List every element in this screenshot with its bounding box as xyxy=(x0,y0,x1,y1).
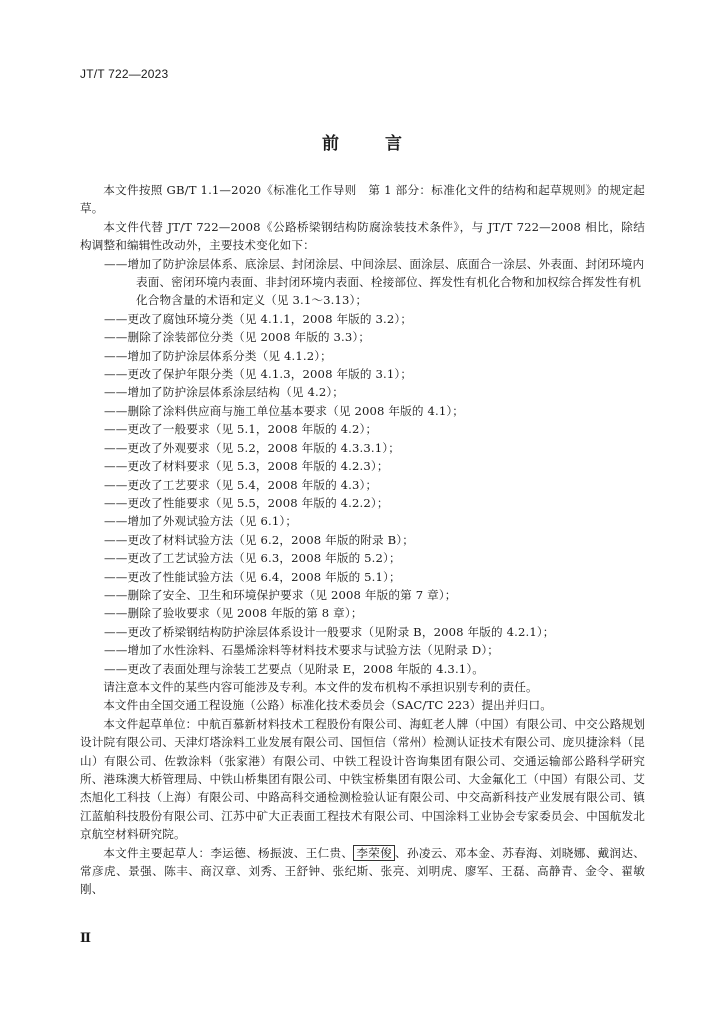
change-item: ——增加了水性涂料、石墨烯涂料等材料技术要求与试验方法（见附录 D）； xyxy=(104,643,500,658)
intro-paragraph-2: 本文件代替 JT/T 722—2008《公路桥梁钢结构防腐涂装技术条件》，与 JT/T 722—2008 相比，除结构调整和编辑性改动外，主要技术变化如下： xyxy=(80,219,645,253)
change-item: ——删除了涂装部位分类（见 2008 年版的 3.3）； xyxy=(104,330,371,345)
standard-code: JT/T 722—2023 xyxy=(80,67,169,81)
change-item: ——更改了性能要求（见 5.5，2008 年版的 4.2.2）； xyxy=(104,495,389,510)
change-item: ——更改了性能试验方法（见 6.4，2008 年版的 5.1）； xyxy=(104,569,401,584)
change-item: ——更改了外观要求（见 5.2，2008 年版的 4.3.3.1）； xyxy=(104,440,400,455)
change-item: ——删除了验收要求（见 2008 年版的第 8 章）； xyxy=(104,606,363,621)
change-item: ——更改了材料试验方法（见 6.2，2008 年版的附录 B）； xyxy=(104,532,414,547)
change-item: ——增加了防护涂层体系涂层结构（见 4.2）； xyxy=(104,385,345,400)
proposer-paragraph: 本文件由全国交通工程设施（公路）标准化技术委员会（SAC/TC 223）提出并归口。 xyxy=(103,698,552,713)
change-item: ——增加了防护涂层体系、底涂层、封闭涂层、中间涂层、面涂层、底面合一涂层、外表面、封闭环境内表面、密闭环境内表面、非封闭环境内表面、栓接部位、挥发性有机化合物和加权综合挥发性有机化合物含量的术语和定义（见 3.1～3.13）； xyxy=(104,256,645,308)
page-number: Ⅱ xyxy=(80,931,91,946)
change-item: ——增加了防护涂层体系分类（见 4.1.2）； xyxy=(104,348,332,363)
document-body xyxy=(80,181,645,899)
change-item: ——增加了外观试验方法（见 6.1）； xyxy=(104,514,298,529)
boxed-drafter-name: 李荣俊 xyxy=(353,845,395,861)
drafters-paragraph xyxy=(80,844,645,899)
change-item: ——更改了材料要求（见 5.3，2008 年版的 4.2.3）； xyxy=(104,459,389,474)
patent-notice: 请注意本文件的某些内容可能涉及专利。本文件的发布机构不承担识别专利的责任。 xyxy=(103,679,538,694)
page-title: 前言 xyxy=(322,134,448,154)
change-item: ——更改了保护年限分类（见 4.1.3，2008 年版的 3.1）； xyxy=(104,367,413,382)
drafters-names-rest: 、孙凌云、邓本金、苏春海、刘晓娜、戴润达、常彦虎、景强、陈丰、商汉章、刘秀、王舒钟、张纪斯、张亮、刘明虎、廖军、王磊、高静青、金令、翟敏刚、 xyxy=(80,845,645,897)
change-item: ——删除了涂料供应商与施工单位基本要求（见 2008 年版的 4.1）； xyxy=(104,403,465,418)
change-item: ——删除了安全、卫生和环境保护要求（见 2008 年版的第 7 章）； xyxy=(104,587,457,602)
change-item: ——更改了工艺要求（见 5.4，2008 年版的 4.3）； xyxy=(104,477,378,492)
drafters-label: 本文件主要起草人： xyxy=(103,845,211,860)
change-item: ——更改了一般要求（见 5.1，2008 年版的 4.2）； xyxy=(104,422,378,437)
change-item: ——更改了腐蚀环境分类（见 4.1.1，2008 年版的 3.2）； xyxy=(104,311,413,326)
changes-list xyxy=(80,255,645,678)
intro-paragraph-1: 本文件按照 GB/T 1.1—2020《标准化工作导则 第 1 部分：标准化文件的结构和起草规则》的规定起草。 xyxy=(80,183,645,216)
drafting-units-paragraph: 本文件起草单位：中航百慕新材料技术工程股份有限公司、海虹老人牌（中国）有限公司、中交公路规划设计院有限公司、天津灯塔涂料工业发展有限公司、国恒信（常州）检测认证技术有限公司、庞贝捷涂料（昆山）有限公司、佐敦涂料（张家港）有限公司、中铁工程设计咨询集团有限公司、交通运输部公路科学研究所、港珠澳大桥管理局、中铁山桥集团有限公司、中铁宝桥集团有限公司、大金氟化工（中国）有限公司、艾杰旭化工科技（上海）有限公司、中路高科交通检测检验认证有限公司、中交高新科技产业发展有限公司、镇江蓝舶科技股份有限公司、江苏中矿大正表面工程技术有限公司、中国涂料工业协会专家委员会、中国航发北京航空材料研究院。 xyxy=(80,716,645,842)
drafters-names-start: 李运德、杨振波、王仁贵、 xyxy=(210,845,354,860)
change-item: ——更改了工艺试验方法（见 6.3，2008 年版的 5.2）； xyxy=(104,551,401,566)
change-item: ——更改了表面处理与涂装工艺要点（见附录 E，2008 年版的 4.3.1）。 xyxy=(104,661,485,676)
change-item: ——更改了桥梁钢结构防护涂层体系设计一般要求（见附录 B，2008 年版的 4.2.1）； xyxy=(104,624,555,639)
